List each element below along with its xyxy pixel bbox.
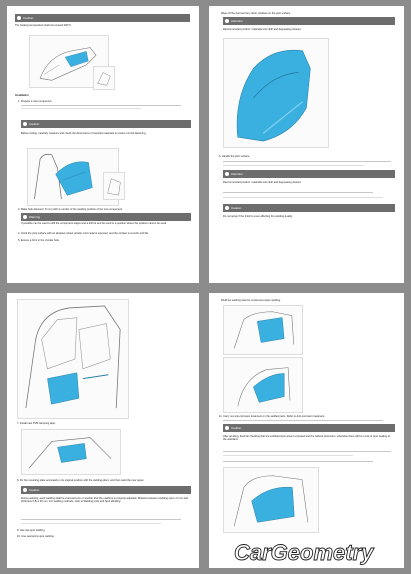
step-9: 9. Use two-spot welding. [17, 529, 46, 532]
caution-icon [225, 206, 229, 210]
caution-bar: Caution [15, 14, 190, 22]
warning-text: If possible can be used to drill the component edges and a drill bit and be used to a position where the position cannot be used. [21, 222, 167, 225]
figure-anti-corrosion [223, 467, 319, 533]
manual-page-4 [209, 293, 404, 568]
manual-page-2 [209, 6, 404, 283]
step-8: 8. Fix the mounting plate accurately in its original position with the welding pliers, and then weld the new panel. [17, 479, 145, 482]
text-line [223, 455, 353, 456]
step-10: 10. Use seal and a spot welding. [17, 535, 55, 538]
step-4: 4. Grind the joint surface with an abrasive wheel grinder until metal is exposed, and the surface is smooth and flat. [18, 232, 149, 235]
text-line [21, 108, 141, 109]
caution-icon [225, 426, 229, 430]
text-line [223, 420, 383, 421]
figure-body-frame [17, 299, 129, 419]
caution-bar: Caution [223, 424, 395, 432]
step-1: 1. Prepare a new component. [18, 100, 53, 103]
step-7: 7. Install new PVB clamping tape. [17, 422, 56, 425]
caution-icon [23, 122, 27, 126]
text-line [21, 105, 181, 106]
text-line [223, 451, 391, 452]
warning-icon [23, 215, 27, 219]
attention-bar: Attention [223, 170, 395, 178]
text-line [21, 519, 181, 520]
attention-bar: Attention [223, 17, 395, 25]
warning-bar: Warning [21, 213, 191, 221]
text-line [223, 192, 373, 193]
figure-detail-inset [103, 172, 125, 200]
figure-side-panel-blue [223, 38, 329, 148]
bullet-seam: Weld the welding area for continuous seam welding. [221, 299, 281, 302]
text-line [223, 161, 391, 162]
caution-text: The heating temperature shall not exceed 230°C. [15, 24, 72, 27]
manual-page-1 [7, 6, 199, 283]
step-6: 6. Handle the joint surface. [219, 155, 250, 158]
caution-text: Do not spray if the finish is even affecting the welding quality. [223, 215, 293, 218]
caution-bar: Caution [21, 486, 191, 494]
figure-seam-weld-1 [223, 305, 303, 355]
step-3: 3. Make hole diameter: 8 mm) with a number of the welding position of the new component. [18, 208, 123, 211]
caution-text: After grinding, fixed air checking that the exhibited joint area is exposed and the without protection, otherwise there will be a risk of poor sealing of the standard. [223, 435, 390, 442]
figure-detail-inset [93, 66, 115, 90]
watermark-text: CarGeometry [234, 540, 374, 565]
attention-text: Recommended product: materials tool cloth and degreasing cleaner. [223, 28, 302, 31]
caution-bar: Caution [21, 120, 191, 128]
installation-heading: Installation [15, 94, 29, 97]
caution-text: Before cutting, carefully measure and check the dimensions of required materials to ensure normal fastening. [21, 132, 147, 135]
caution-bar: Caution [223, 204, 395, 212]
caution-text: During welding, each welding shall be executed one or another that the machine is properly adjusted. Distance between welding spot ≥ 6 mm and thickness 0.8+1.20 mm. For welding methods, refer to Welding tools and Spot Welding. [21, 497, 188, 504]
step-5: 5. Ensure a form in the circular hole. [18, 239, 60, 242]
text-line [223, 165, 363, 166]
text-line [21, 523, 161, 524]
caution-icon [23, 488, 27, 492]
figure-clamping-tape [21, 429, 121, 475]
cargeometry-watermark [230, 538, 400, 566]
text-line [223, 461, 373, 462]
attention-icon [225, 19, 229, 23]
caution-icon [17, 16, 21, 20]
attention-text: Recommended product: materials tool cloth and degreasing cleaner. [223, 181, 302, 184]
manual-page-3 [7, 293, 199, 568]
step-11: 11. Carry out anti-corrosion treatment on the welded parts. Refer to Anti-corrosion treatment. [219, 415, 325, 418]
bullet-wipe: Wipe off the dust and any other residues on the joint surface. [221, 12, 291, 15]
text-line [223, 197, 383, 198]
figure-seam-weld-2 [223, 357, 303, 413]
attention-icon [225, 172, 229, 176]
